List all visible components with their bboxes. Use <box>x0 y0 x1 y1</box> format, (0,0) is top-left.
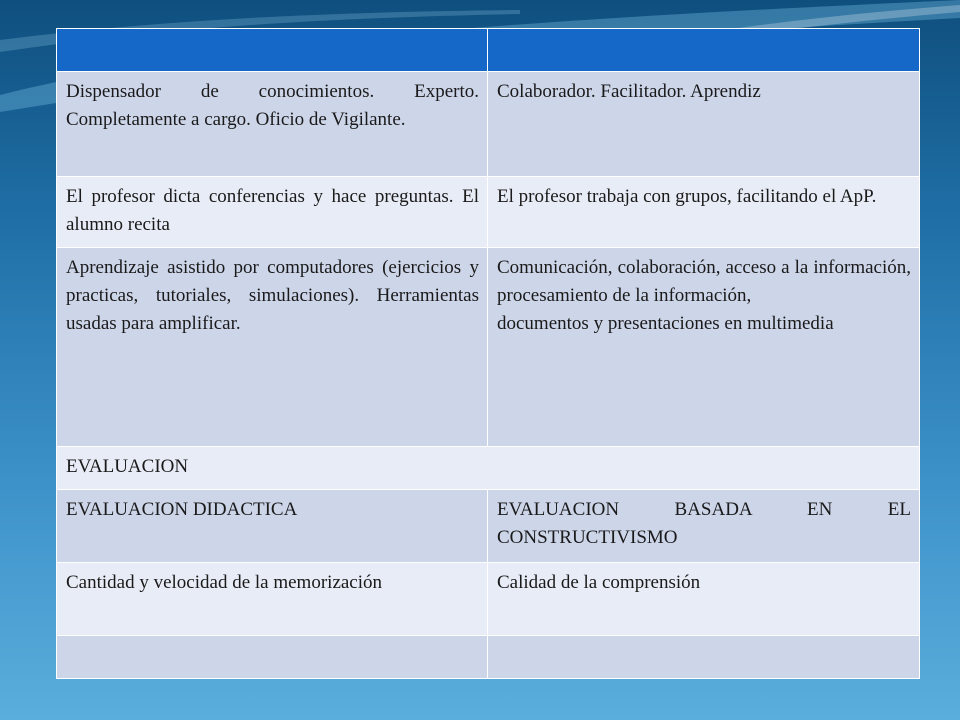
last-row-right-cell <box>488 636 920 679</box>
header-cell-right <box>488 29 920 72</box>
section-row <box>57 447 920 490</box>
row5-right-cell: EVALUACION BASADA EN EL CONSTRUCTIVISMO <box>488 490 920 563</box>
row6-left-cell: Cantidad y velocidad de la memorización <box>57 563 488 636</box>
row1-right-cell: Colaborador. Facilitador. Aprendiz <box>488 72 920 177</box>
table-row <box>57 563 920 636</box>
row3-left-cell: Aprendizaje asistido por computadores (ejercicios y practicas, tutoriales, simulaciones). Herramientas usadas para amplificar. <box>57 248 488 447</box>
table-row <box>57 72 920 177</box>
row2-right-cell: El profesor trabaja con grupos, facilitando el ApP. <box>488 177 920 248</box>
row6-right-cell: Calidad de la comprensión <box>488 563 920 636</box>
table-row <box>57 177 920 248</box>
comparison-table <box>56 28 920 679</box>
row1-left-cell: Dispensador de conocimientos. Experto. Completamente a cargo. Oficio de Vigilante. <box>57 72 488 177</box>
row5-left-cell: EVALUACION DIDACTICA <box>57 490 488 563</box>
header-row <box>57 29 920 72</box>
row3-right-cell <box>488 248 920 447</box>
header-cell-left <box>57 29 488 72</box>
row2-left-cell: El profesor dicta conferencias y hace preguntas. El alumno recita <box>57 177 488 248</box>
section-title-cell: EVALUACION <box>57 447 920 490</box>
row3-right-text-2: documentos y presentaciones en multimedia <box>497 313 834 334</box>
row3-right-text-1: Comunicación, colaboración, acceso a la información, procesamiento de la información, <box>497 257 911 306</box>
last-row-left-cell <box>57 636 488 679</box>
table-row <box>57 636 920 679</box>
table-row <box>57 490 920 563</box>
table-row <box>57 248 920 447</box>
